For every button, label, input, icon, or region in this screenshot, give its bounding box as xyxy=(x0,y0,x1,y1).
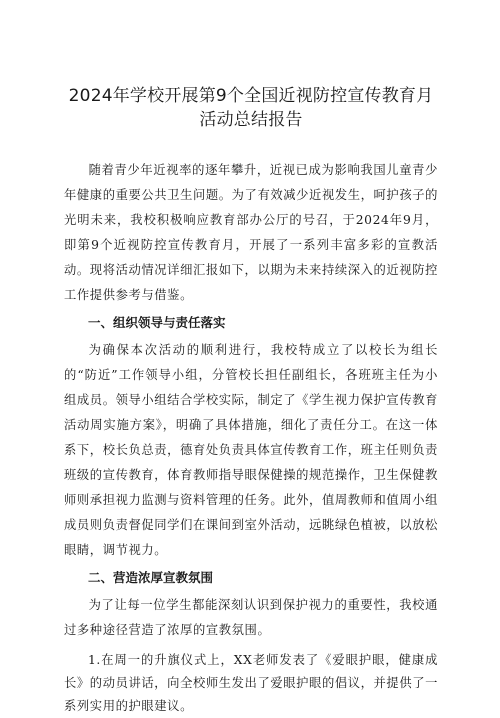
section1-paragraph: 为确保本次活动的顺利进行，我校特成立了以校长为组长的“防近”工作领导小组，分管校长担任副组长，各班班主任为小组成员。领导小组结合学校实际，制定了《学生视力保护宣传教育活动周实施方案》，明确了具体措施，细化了责任分工。在这一体系下，校长负总责，德育处负责具体宣传教育工作，班主任则负责班级的宣传教育，体育教师指导眼保健操的规范操作，卫生保健教师则承担视力监测与资料管理的任务。此外，值周教师和值周小组成员则负责督促同学们在课间到室外活动，远眺绿色植被，以放松眼睛，调节视力。 xyxy=(64,343,439,557)
section2-heading: 二、营造浓厚宣教氛围 xyxy=(88,570,214,585)
intro-paragraph: 随着青少年近视率的逐年攀升，近视已成为影响我国儿童青少年健康的重要公共卫生问题。为了有效减少近视发生，呵护孩子的光明未来，我校积极响应教育部办公厅的号召，于2024年9月，即第9个近视防控宣传教育月，开展了一系列丰富多彩的宣教活动。现将活动情况详细汇报如下，以期为未来持续深入的近视防控工作提供参考与借鉴。 xyxy=(64,163,439,302)
list-item-text: 在周一的升旗仪式上，XX老师发表了《爱眼护眼，健康成长》的动员讲话，向全校师生发出了爱眼护眼的倡议，并提供了一系列实用的护眼建议。 xyxy=(64,653,439,713)
document-title-line2: 活动总结报告 xyxy=(199,110,303,130)
list-item-1 xyxy=(64,649,438,718)
section1-heading: 一、组织领导与责任落实 xyxy=(88,315,226,330)
document-title-line1: 2024年学校开展第9个全国近视防控宣传教育月 xyxy=(68,86,434,106)
section2-paragraph: 为了让每一位学生都能深刻认识到保护视力的重要性，我校通过多种途径营造了浓厚的宣教氛围。 xyxy=(64,598,438,637)
list-item-number: 1. xyxy=(88,653,101,667)
